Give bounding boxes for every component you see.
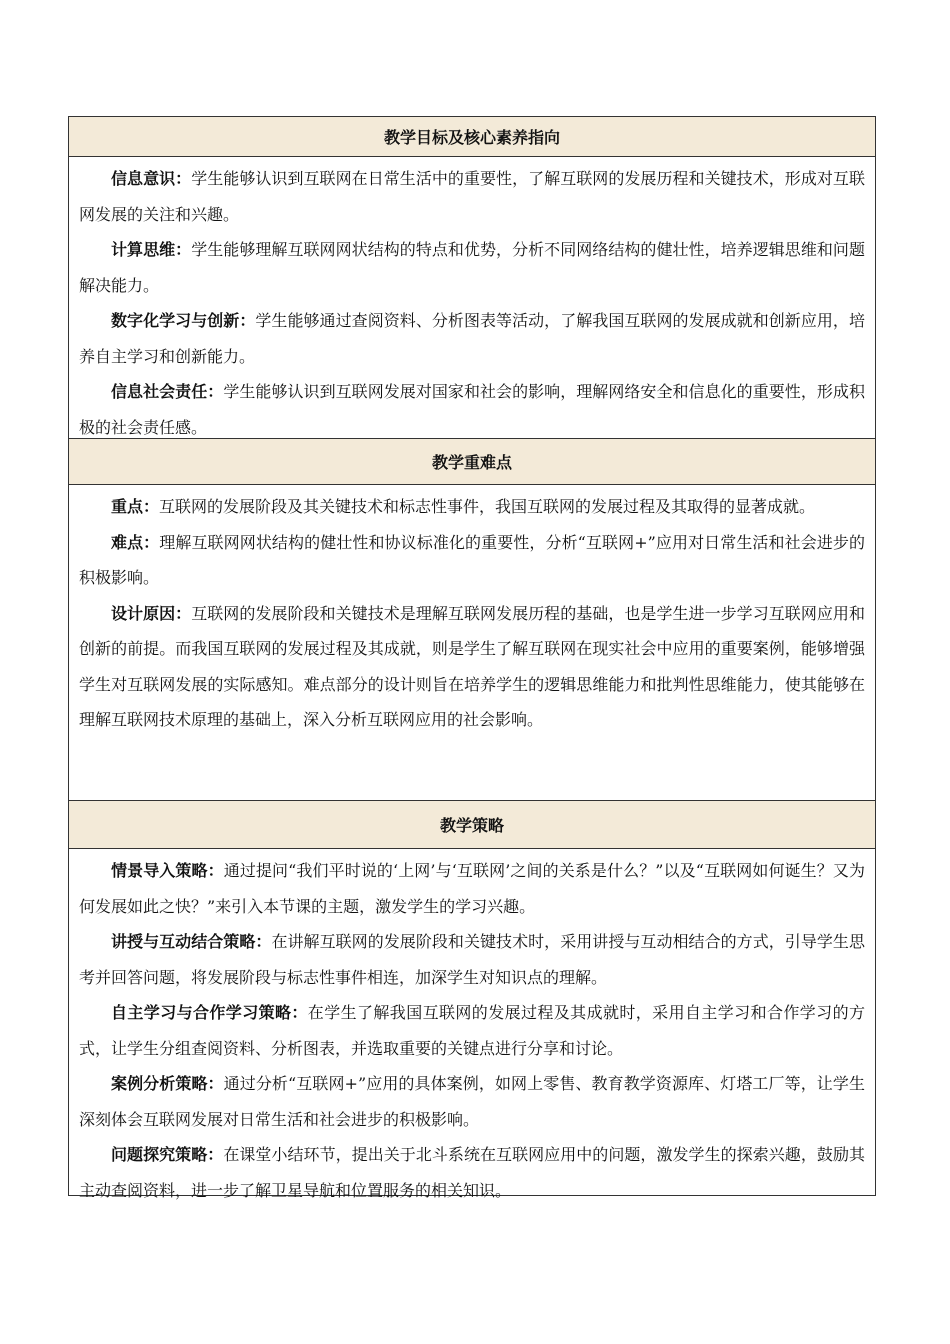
item-label: 问题探究策略：	[111, 1145, 224, 1164]
list-item	[79, 374, 865, 445]
list-item	[79, 853, 865, 924]
list-item	[79, 1066, 865, 1137]
list-item	[79, 161, 865, 232]
item-text: 在学生了解我国互联网的发展过程及其成就时，采用自主学习和合作学习的方式，让学生分组查阅资料、分析图表，并选取重要的关键点进行分享和讨论。	[79, 1003, 865, 1058]
list-item	[79, 303, 865, 374]
list-item	[79, 1137, 865, 1208]
item-label: 设计原因：	[111, 603, 192, 623]
item-label: 自主学习与合作学习策略：	[111, 1003, 308, 1022]
section-header-key-points	[69, 439, 875, 485]
list-item	[79, 995, 865, 1066]
list-item	[79, 489, 865, 525]
item-label: 情景导入策略：	[111, 861, 224, 880]
item-label: 讲授与互动结合策略：	[111, 932, 272, 951]
section-title: 教学重难点	[431, 453, 512, 472]
section-header-objectives	[69, 117, 875, 157]
item-label: 计算思维：	[111, 240, 192, 259]
item-label: 案例分析策略：	[111, 1074, 224, 1093]
item-text: 在课堂小结环节，提出关于北斗系统在互联网应用中的问题，激发学生的探索兴趣，鼓励其主动查阅资料，进一步了解卫星导航和位置服务的相关知识。	[79, 1145, 865, 1200]
item-label: 难点：	[111, 532, 160, 552]
item-text: 理解互联网网状结构的健壮性和协议标准化的重要性，分析“互联网+”应用对日常生活和社会进步的积极影响。	[79, 532, 865, 587]
section-title: 教学策略	[439, 816, 504, 835]
section-body-objectives	[69, 157, 875, 439]
item-label: 数字化学习与创新：	[111, 311, 256, 330]
item-text: 学生能够认识到互联网在日常生活中的重要性，了解互联网的发展历程和关键技术，形成对互联网发展的关注和兴趣。	[79, 169, 865, 224]
section-body-strategies	[69, 849, 875, 1200]
list-item	[79, 924, 865, 995]
section-title: 教学目标及核心素养指向	[383, 128, 560, 147]
item-text: 互联网的发展阶段和关键技术是理解互联网发展历程的基础，也是学生进一步学习互联网应用和创新的前提。而我国互联网的发展过程及其成就，则是学生了解互联网在现实社会中应用的重要案例，能够增强学生对互联网发展的实际感知。难点部分的设计则旨在培养学生的逻辑思维能力和批判性思维能力，使其能够在理解互联网技术原理的基础上，深入分析互联网应用的社会影响。	[79, 603, 865, 729]
item-text: 在讲解互联网的发展阶段和关键技术时，采用讲授与互动相结合的方式，引导学生思考并回答问题，将发展阶段与标志性事件相连，加深学生对知识点的理解。	[79, 932, 865, 987]
section-header-strategies	[69, 801, 875, 849]
item-text: 学生能够认识到互联网发展对国家和社会的影响，理解网络安全和信息化的重要性，形成积极的社会责任感。	[79, 382, 865, 437]
item-text: 互联网的发展阶段及其关键技术和标志性事件，我国互联网的发展过程及其取得的显著成就。	[159, 497, 816, 516]
list-item	[79, 525, 865, 596]
item-label: 信息意识：	[111, 169, 192, 188]
item-text: 学生能够理解互联网网状结构的特点和优势，分析不同网络结构的健壮性，培养逻辑思维和问题解决能力。	[79, 240, 865, 295]
list-item	[79, 232, 865, 303]
section-body-key-points	[69, 485, 875, 801]
item-text: 通过分析“互联网+”应用的具体案例，如网上零售、教育教学资源库、灯塔工厂等，让学生深刻体会互联网发展对日常生活和社会进步的积极影响。	[79, 1074, 865, 1129]
item-label: 信息社会责任：	[111, 382, 224, 401]
item-text: 通过提问“我们平时说的‘上网’与‘互联网’之间的关系是什么？”以及“互联网如何诞生？又为何发展如此之快？”来引入本节课的主题，激发学生的学习兴趣。	[79, 861, 865, 916]
list-item	[79, 596, 865, 738]
item-label: 重点：	[111, 497, 160, 516]
item-text: 学生能够通过查阅资料、分析图表等活动，了解我国互联网的发展成就和创新应用，培养自主学习和创新能力。	[79, 311, 865, 366]
lesson-plan-table	[68, 116, 876, 1200]
